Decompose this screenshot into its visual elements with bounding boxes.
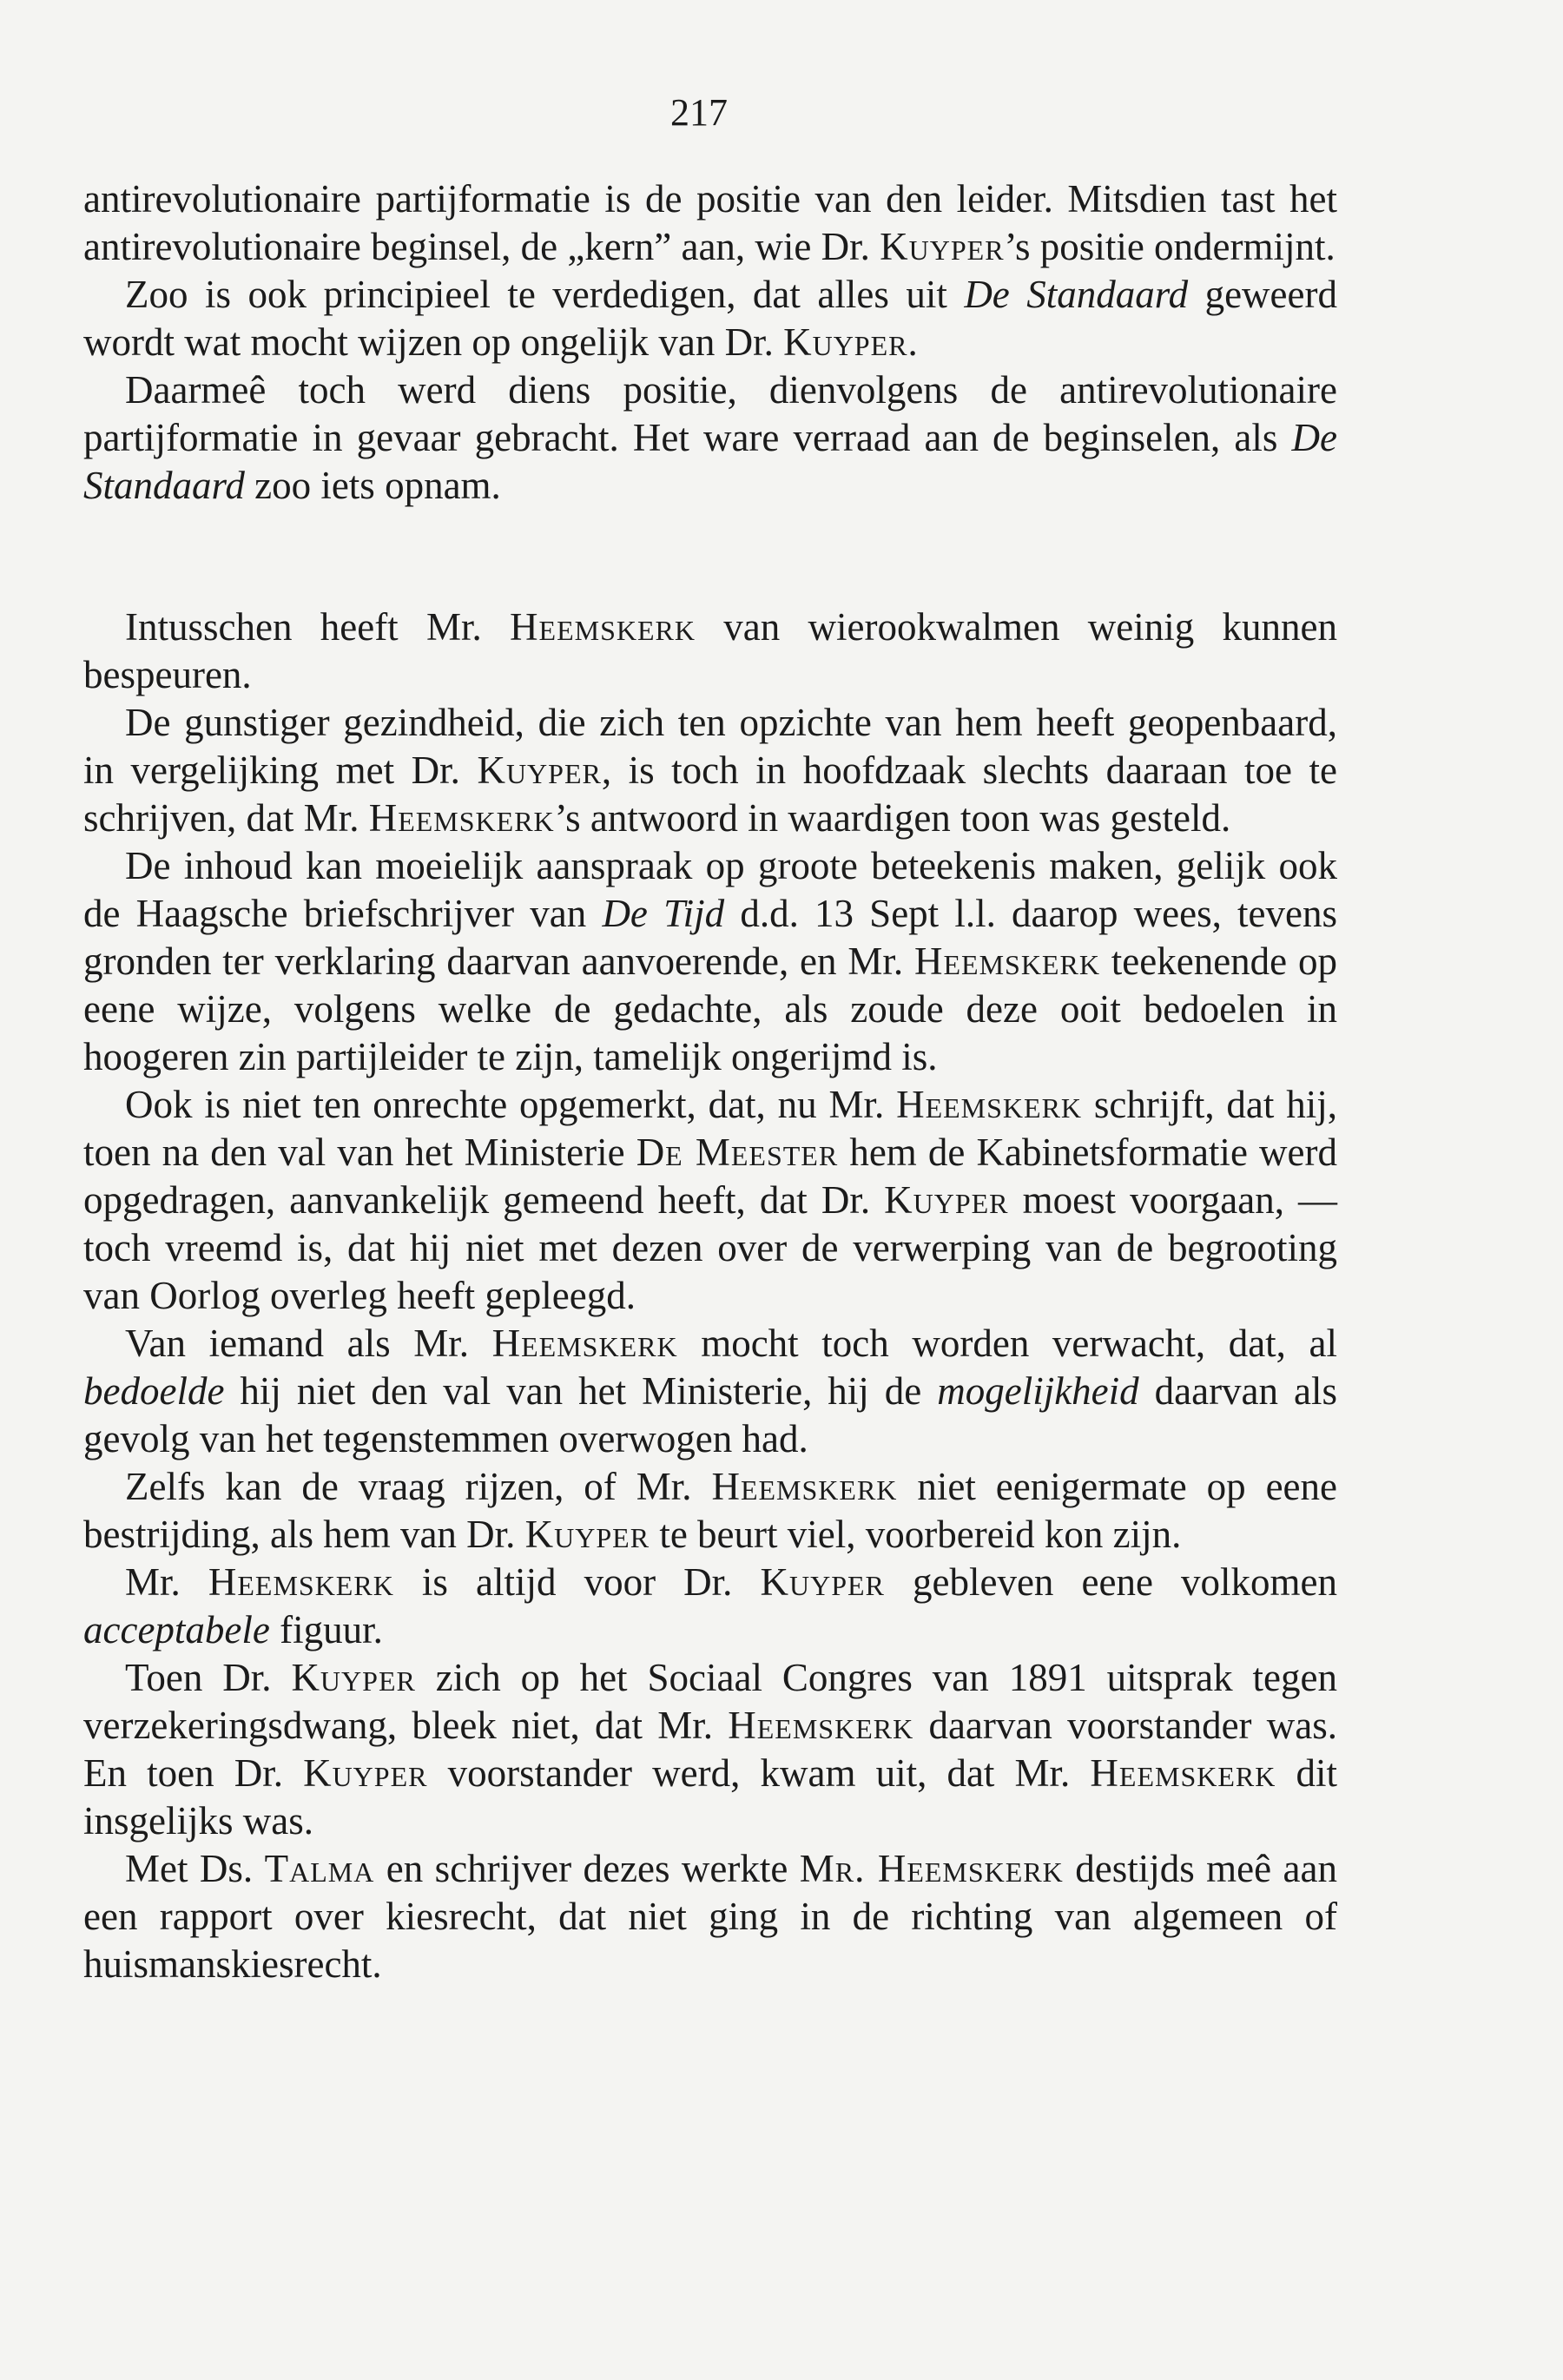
- small-caps-name: Mr. Heemskerk: [799, 1847, 1064, 1890]
- small-caps-name: Heemskerk: [1090, 1751, 1276, 1795]
- small-caps-name: Heemskerk: [208, 1560, 394, 1604]
- paragraph: [83, 366, 1337, 510]
- small-caps-name: Heemskerk: [368, 796, 555, 840]
- small-caps-name: Kuyper: [477, 748, 602, 792]
- small-caps-name: Kuyper: [291, 1656, 416, 1699]
- text-run: schrijft, dat hij, toen na den val van het Ministerie: [83, 1083, 1337, 1174]
- text-run: dit insgelijks was.: [83, 1751, 1337, 1843]
- text-run: antirevolutionaire partijformatie is de positie van den leider. Mitsdien tast het antirevolutionaire beginsel, de „kern” aan, wie Dr.: [83, 177, 1337, 268]
- paragraph: [83, 1320, 1337, 1463]
- small-caps-name: Kuyper: [524, 1513, 650, 1556]
- italic-text: De Standaard: [964, 273, 1189, 316]
- text-run: Zoo is ook principieel te verdedigen, dat alles uit: [125, 273, 965, 316]
- text-run: zoo iets opnam.: [244, 464, 501, 507]
- paragraph: [83, 1559, 1337, 1654]
- text-run: geweerd wordt wat mocht wijzen op ongelijk van Dr.: [83, 273, 1337, 364]
- small-caps-name: Heemskerk: [510, 605, 696, 649]
- text-run: moest voorgaan, — toch vreemd is, dat hij niet met dezen over de verwerping van de begrooting van Oorlog overleg heeft gepleegd.: [83, 1178, 1338, 1317]
- paragraph: [83, 699, 1337, 842]
- small-caps-name: Heemskerk: [728, 1704, 914, 1747]
- small-caps-name: Kuyper: [760, 1560, 885, 1604]
- paragraph: [83, 603, 1337, 699]
- text-run: zich op het Sociaal Congres van 1891 uitsprak tegen verzekeringsdwang, bleek niet, dat Mr.: [83, 1656, 1337, 1747]
- text-run: daarvan als gevolg van het tegenstemmen overwogen had.: [83, 1369, 1337, 1460]
- text-run: Met Ds.: [125, 1847, 265, 1890]
- text-run: Mr.: [125, 1560, 208, 1604]
- text-block-main: [83, 603, 1337, 1988]
- text-run: ’s antwoord in waardigen toon was gesteld.: [554, 796, 1231, 840]
- text-run: Intusschen heeft Mr.: [125, 605, 511, 649]
- text-run: teekenende op eene wijze, volgens welke de gedachte, als zoude deze ooit bedoelen in hoogeren zin partijleider te zijn, tamelijk ongerijmd is.: [83, 939, 1337, 1078]
- small-caps-name: Talma: [264, 1847, 375, 1890]
- italic-text: De Standaard: [83, 416, 1337, 507]
- text-run: .: [907, 320, 918, 364]
- small-caps-name: Kuyper: [884, 1178, 1009, 1222]
- text-run: Ook is niet ten onrechte opgemerkt, dat, nu Mr.: [125, 1083, 897, 1126]
- text-run: , is toch in hoofdzaak slechts daaraan toe te schrijven, dat Mr.: [83, 748, 1337, 840]
- text-run: hem de Kabinetsformatie werd opgedragen, aanvankelijk gemeend heeft, dat Dr.: [83, 1131, 1337, 1222]
- text-run: hij niet den val van het Ministerie, hij de: [224, 1369, 938, 1413]
- paragraph: [83, 842, 1337, 1081]
- italic-text: mogelijkheid: [937, 1369, 1139, 1413]
- small-caps-name: Heemskerk: [896, 1083, 1083, 1126]
- text-run: d.d. 13 Sept l.l. daarop wees, tevens gronden ter verklaring daarvan aanvoerende, en Mr.: [83, 892, 1337, 983]
- text-run: voorstander werd, kwam uit, dat Mr.: [427, 1751, 1091, 1795]
- text-run: Zelfs kan de vraag rijzen, of Mr.: [125, 1465, 712, 1508]
- text-run: en schrijver dezes werkte: [374, 1847, 800, 1890]
- small-caps-name: Heemskerk: [711, 1465, 898, 1508]
- text-run: De gunstiger gezindheid, die zich ten opzichte van hem heeft geopenbaard, in vergelijking met Dr.: [83, 701, 1337, 792]
- paragraph: [83, 271, 1337, 366]
- italic-text: acceptabele: [83, 1608, 270, 1651]
- text-run: mocht toch worden verwacht, dat, al: [677, 1322, 1337, 1365]
- small-caps-name: Heemskerk: [913, 939, 1100, 983]
- paragraph: [83, 1654, 1337, 1845]
- text-run: te beurt viel, voorbereid kon zijn.: [650, 1513, 1182, 1556]
- small-caps-name: Kuyper: [783, 320, 908, 364]
- paragraph: [83, 1845, 1337, 1988]
- text-run: De inhoud kan moeielijk aanspraak op groote beteekenis maken, gelijk ook de Haagsche briefschrijver van: [83, 844, 1337, 935]
- small-caps-name: Kuyper: [880, 225, 1005, 268]
- text-block-top: [83, 175, 1337, 510]
- small-caps-name: Kuyper: [303, 1751, 428, 1795]
- paragraph: [83, 1081, 1337, 1320]
- small-caps-name: De Meester: [636, 1131, 839, 1174]
- text-run: ’s positie ondermijnt.: [1004, 225, 1335, 268]
- text-run: van wierookwalmen weinig kunnen bespeuren.: [83, 605, 1337, 696]
- text-run: is altijd voor Dr.: [393, 1560, 761, 1604]
- text-run: Van iemand als Mr.: [125, 1322, 492, 1365]
- italic-text: bedoelde: [83, 1369, 225, 1413]
- page-number: 217: [670, 91, 728, 134]
- text-run: figuur.: [269, 1608, 383, 1651]
- text-run: destijds meê aan een rapport over kiesrecht, dat niet ging in de richting van algemeen of huismanskiesrecht.: [83, 1847, 1338, 1986]
- italic-text: De Tijd: [602, 892, 725, 935]
- text-run: gebleven eene volkomen: [884, 1560, 1337, 1604]
- text-run: Daarmeê toch werd diens positie, dienvolgens de antirevolutionaire partijformatie in gevaar gebracht. Het ware verraad aan de beginselen, als: [83, 368, 1337, 459]
- paragraph: [83, 175, 1337, 271]
- text-run: Toen Dr.: [125, 1656, 292, 1699]
- paragraph: [83, 1463, 1337, 1559]
- text-run: daarvan voorstander was. En toen Dr.: [83, 1704, 1338, 1795]
- text-run: niet eenigermate op eene bestrijding, als hem van Dr.: [83, 1465, 1337, 1556]
- small-caps-name: Heemskerk: [491, 1322, 678, 1365]
